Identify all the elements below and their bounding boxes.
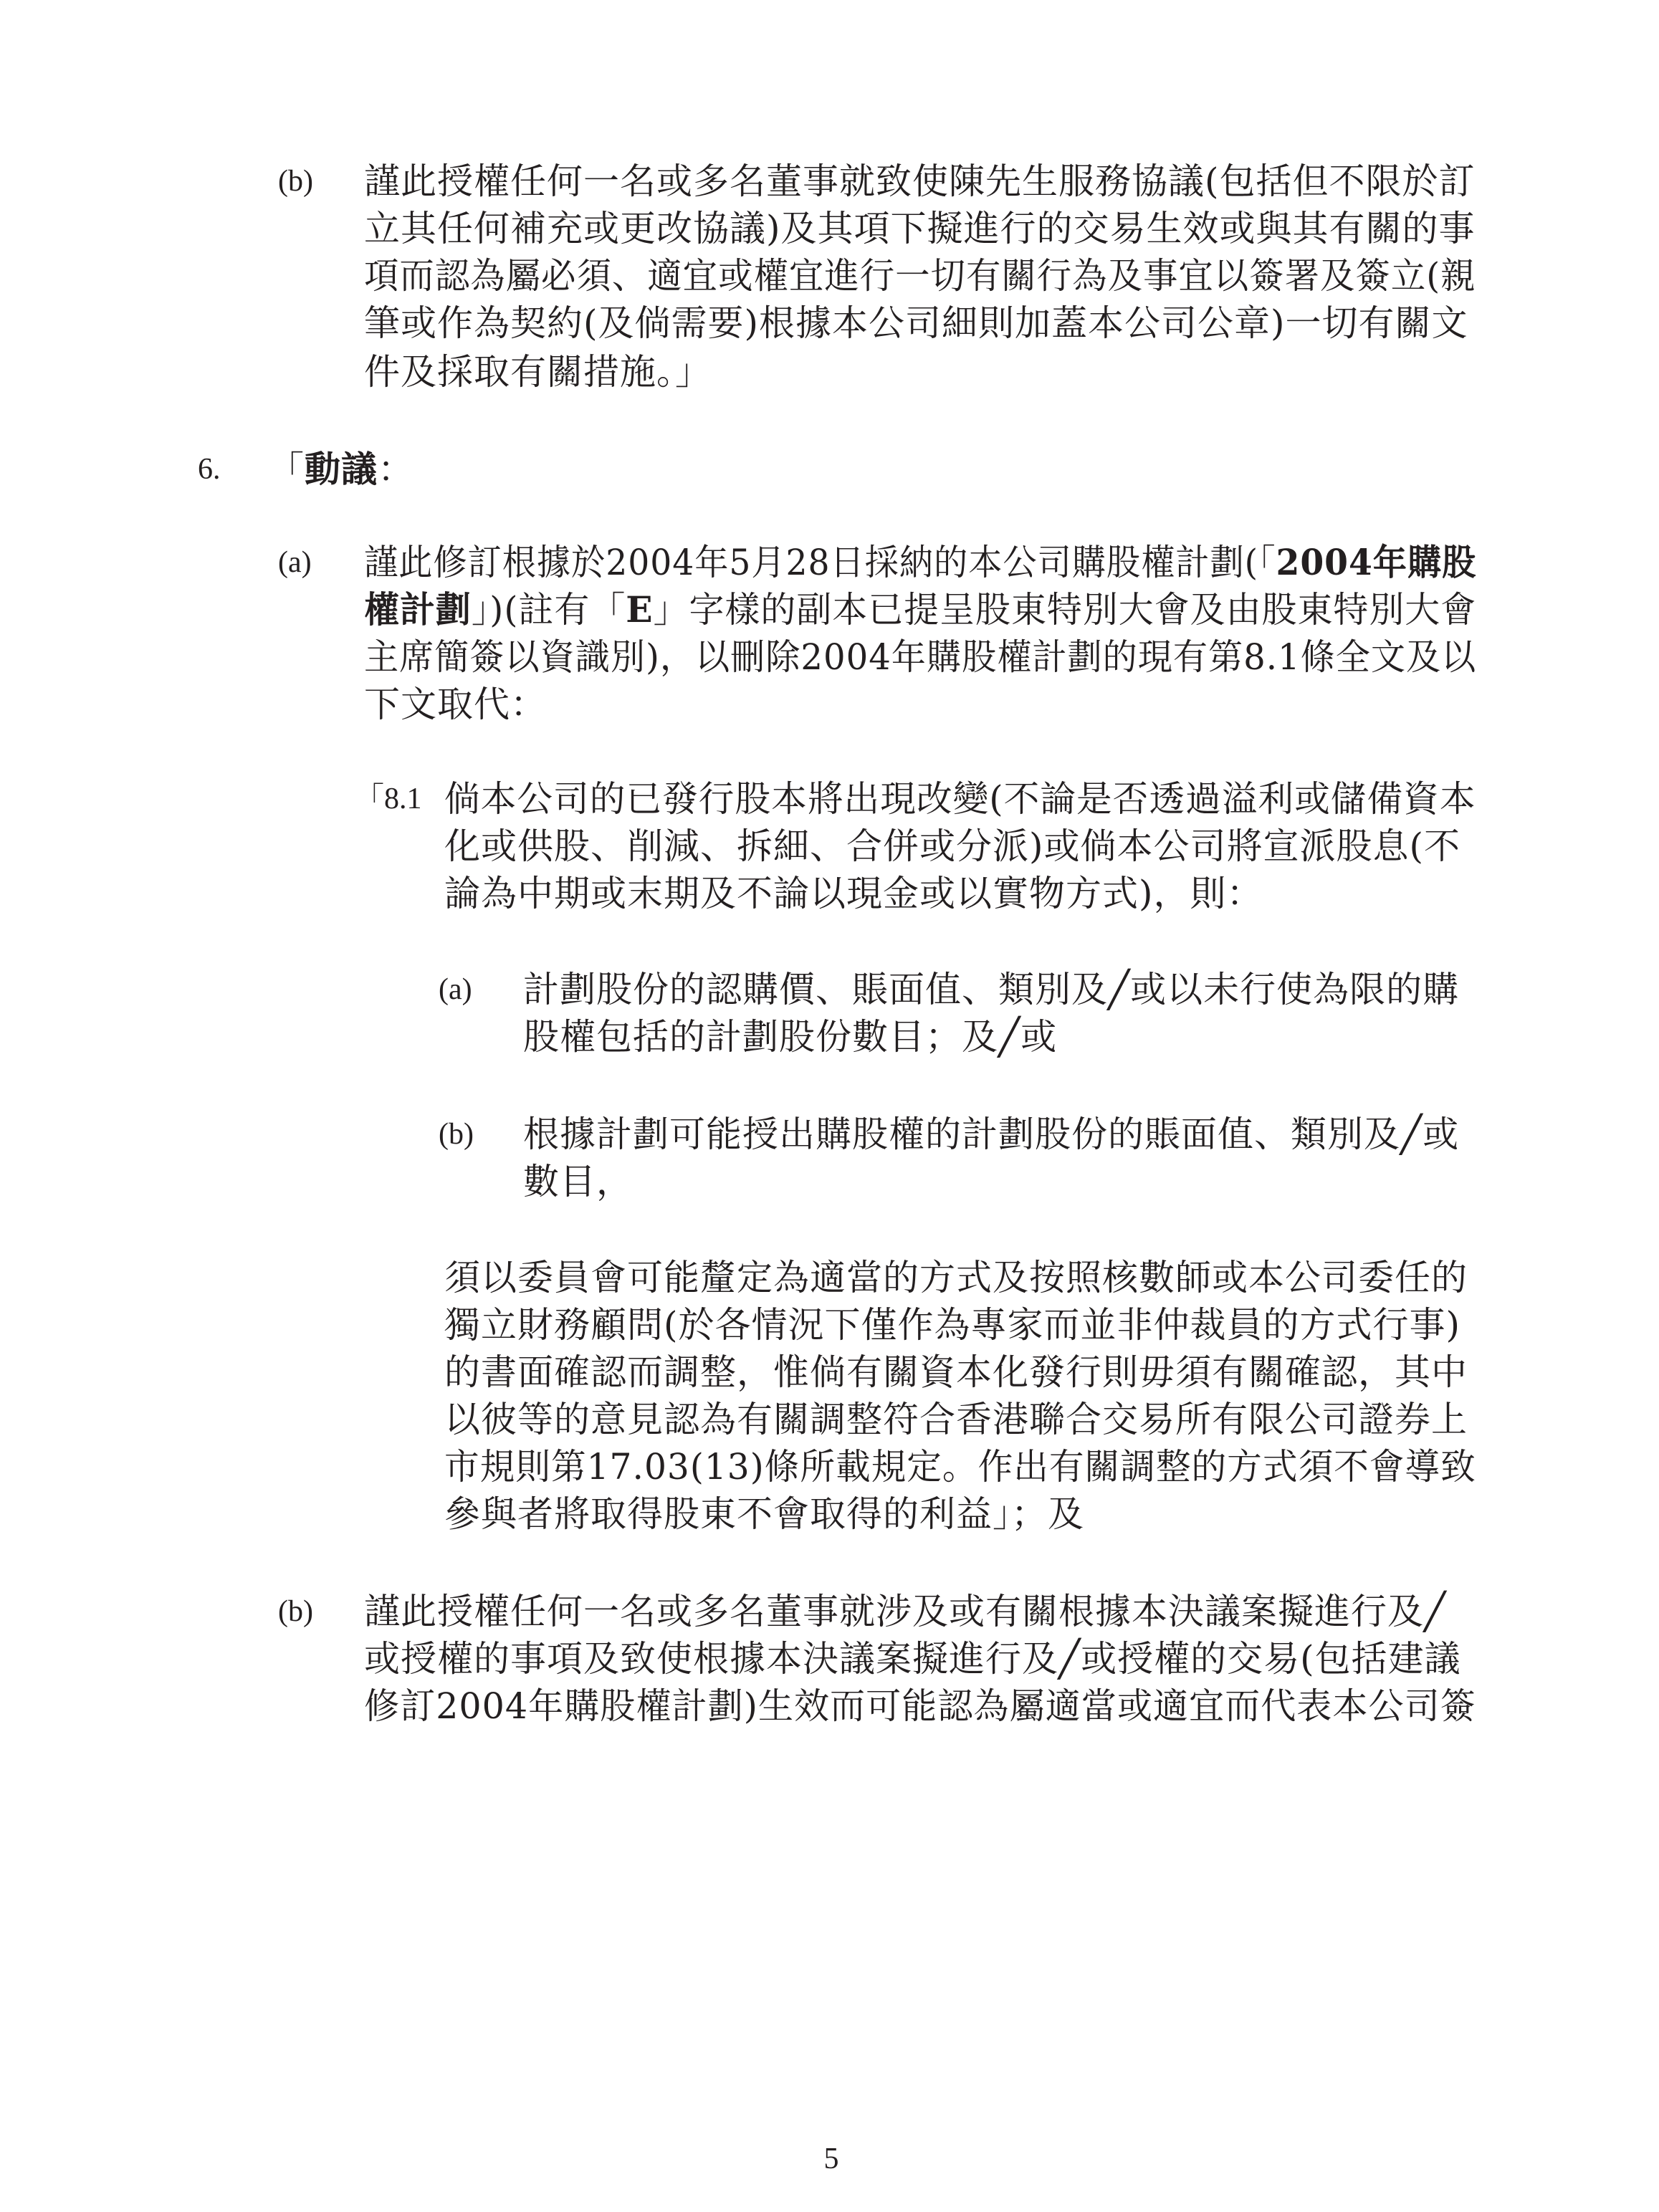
clause-81-tail-line: 的書面確認而調整，惟倘有關資本化發行則毋須有關確認，其中: [444, 1351, 1468, 1393]
item-6a-line2-mid: 」)(註有「: [471, 589, 626, 631]
item-6a-line: [364, 588, 1476, 632]
clause-81-tail-line: 須以委員會可能釐定為適當的方式及按照核數師或本公司委任的: [444, 1257, 1468, 1298]
clause-81-line: 論為中期或末期及不論以現金或以實物方式)，則：: [444, 873, 1263, 914]
clause-81-sub-a-line: 計劃股份的認購價、賬面值、類別及╱或以未行使為限的購: [523, 969, 1460, 1010]
clause-81-tail-line: 以彼等的意見認為有關調整符合香港聯合交易所有限公司證券上: [444, 1399, 1468, 1440]
clause-81-sub-a-line: 股權包括的計劃股份數目；及╱或: [523, 1016, 1058, 1058]
clause-81-tail-line: 市規則第17.03(13)條所載規定。作出有關調整的方式須不會導致: [444, 1446, 1476, 1488]
item-5b-label: (b): [278, 165, 313, 198]
item-6-heading: [268, 447, 414, 492]
item-5b-line: 謹此授權任何一名或多名董事就致使陳先生服務協議(包括但不限於訂: [364, 161, 1476, 202]
item-6a-line: [364, 540, 1476, 585]
item-6b-label: (b): [278, 1595, 313, 1628]
clause-81-sub-b-label: (b): [439, 1118, 474, 1151]
clause-81-line: 化或供股、削減、拆細、合併或分派)或倘本公司將宣派股息(不: [444, 825, 1461, 867]
page-number: 5: [823, 2142, 839, 2175]
item-6b-line: 修訂2004年購股權計劃)生效而可能認為屬適當或適宜而代表本公司簽: [364, 1685, 1476, 1727]
heading-colon: ：: [378, 449, 414, 490]
item-6a-line2-post: 」字樣的副本已提呈股東特別大會及由股東特別大會: [653, 589, 1477, 631]
clause-81-sub-b-line: 根據計劃可能授出購股權的計劃股份的賬面值、類別及╱或: [523, 1114, 1460, 1155]
item-6a-line: 主席簡簽以資識別)，以刪除2004年購股權計劃的現有第8.1條全文及以: [364, 636, 1477, 678]
item-6a-line1-text: 謹此修訂根據於2004年5月28日採納的本公司購股權計劃(「: [364, 542, 1276, 583]
open-quote: 「: [268, 449, 305, 490]
clause-81-sub-b-line: 數目，: [523, 1161, 633, 1202]
item-5b-line: 項而認為屬必須、適宜或權宜進行一切有關行為及事宜以簽署及簽立(親: [364, 255, 1476, 297]
item-6a-label: (a): [278, 546, 312, 579]
clause-81-line: 倘本公司的已發行股本將出現改變(不論是否透過溢利或儲備資本: [444, 778, 1476, 820]
heading-text: 動議: [305, 448, 378, 490]
item-6-number: 6.: [198, 453, 221, 486]
item-6a-line1-bold: 2004年購股: [1276, 541, 1477, 583]
item-5b-line: 筆或作為契約(及倘需要)根據本公司細則加蓋本公司公章)一切有關文: [364, 302, 1468, 344]
item-5b-line: 件及採取有關措施。」: [364, 351, 712, 393]
item-5b-line: 立其任何補充或更改協議)及其項下擬進行的交易生效或與其有關的事: [364, 208, 1476, 249]
clause-81-label: 「8.1: [354, 782, 422, 815]
clause-81-tail-line: 參與者將取得股東不會取得的利益」；及: [444, 1493, 1084, 1535]
clause-81-tail-line: 獨立財務顧問(於各情況下僅作為專家而並非仲裁員的方式行事): [444, 1304, 1461, 1346]
item-6b-line: 或授權的事項及致使根據本決議案擬進行及╱或授權的交易(包括建議: [364, 1638, 1461, 1680]
item-6a-line: 下文取代：: [364, 684, 547, 725]
item-6b-line: 謹此授權任何一名或多名董事就涉及或有關根據本決議案擬進行及╱: [364, 1591, 1447, 1632]
clause-81-sub-a-label: (a): [439, 973, 472, 1006]
item-6a-line2-e: E: [626, 588, 654, 631]
item-6a-line2-bold: 權計劃: [364, 588, 472, 631]
